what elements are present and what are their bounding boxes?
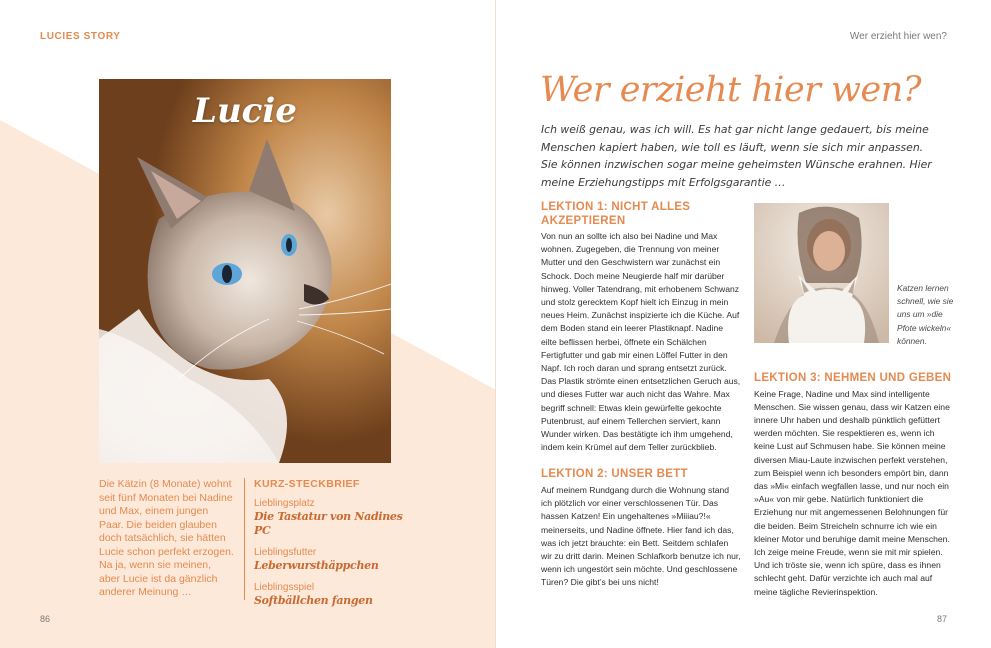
article-intro: Ich weiß genau, was ich will. Es hat gar nicht lange gedauert, bis meine Menschen kapiert haben, wie toll es läuft, wenn sie sich mir anpassen. Sie können inzwischen sogar meine geheimsten Wünsche erahnen. Hier meine Erziehungstipps mit Erfolgsgarantie … bbox=[541, 123, 932, 189]
page-number-left: 86 bbox=[40, 614, 51, 624]
section-body: Auf meinem Rundgang durch die Wohnung stand ich plötzlich vor einer verschlossenen Tür. Das hassen Katzen! Ein ungehaltenes »Miiiau?!« meinerseits, und Nadine öffnete. Hier fand ich das, was ich jetzt brauchte: ein Bett. Seitdem schlafen wir zu dritt darin. Meinen Schlafkorb benutze ich nur, wenn ich ungestört sein möchte. Und geschlossene Türen? Die gibt’s bei uns nicht! bbox=[541, 484, 741, 588]
woman-cat-illustration bbox=[754, 203, 889, 343]
page-number-right: 87 bbox=[936, 614, 947, 624]
page-gutter bbox=[495, 0, 496, 648]
photo-caption: Die Kätzin (8 Monate) wohnt seit fünf Monaten bei Nadine und Max, einem jungen Paar. Die beiden glauben doch tatsächlich, sie hätten Lucie schon perfekt erzogen. Na ja, wenn sie meinen, aber Lucie ist da gänzlich anderer Meinung … bbox=[99, 478, 234, 598]
running-title-right: Wer erzieht hier wen? bbox=[849, 31, 947, 42]
article-column-right bbox=[754, 372, 954, 613]
cat-name-overlay: Lucie bbox=[193, 91, 297, 131]
cat-illustration bbox=[99, 79, 391, 463]
brief-value: Die Tastatur von Nadines PC bbox=[254, 510, 403, 537]
side-photo-caption: Katzen lernen schnell, wie sie uns um »die Pfote wickeln« können. bbox=[897, 283, 954, 346]
woman-with-cat-photo bbox=[754, 203, 889, 343]
brief-title: KURZ-STECKBRIEF bbox=[254, 478, 360, 490]
section-title: LEKTION 2: UNSER BETT bbox=[541, 468, 688, 481]
section-body: Von nun an sollte ich also bei Nadine und Max wohnen. Zugegeben, die Trennung von meiner Mutter und den Geschwistern war zunächst ein Schock. Doch meine Neugierde half mir darüber hinweg. Voller Tatendrang, mit erhobenem Schwanz und stolz gerecktem Kopf hielt ich Einzug in mein neues Heim. Zunächst inspizierte ich die Küche. Auf dem Boden stand ein leerer Plastiknapf. Nadine eilte beflissen herbei, öffnete ein Schälchen Fertigfutter und gab mir einen Löffel Futter in den Napf. Ich roch daran und sprang entsetzt zurück. Das Plastik strömte einen entsetzlichen Geruch aus, und dieses Futter war auch nicht das Wahre. Max begriff schnell: Etwas klein gewürfelte gekochte Putenbrust, auf einem Tellerchen serviert, kann Wunder wirken. Das bestätigte ich ihm umgehend, indem kein Krümel auf dem Teller zurückblieb. bbox=[541, 231, 741, 453]
brief-item bbox=[254, 582, 404, 608]
section-body: Keine Frage, Nadine und Max sind intelligente Menschen. Sie wissen genau, dass wir Katzen eine innere Uhr haben und deshalb pünktlich gefüttert werden möchten. Sie respektieren es, wenn ich keine Lust auf Schmusen habe. Sie können meine diversen Miau-Laute inzwischen perfekt verstehen, zum Beispiel wenn ich besonders empört bin, dann das »Mi« einfach wegfallen lasse, und nur noch ein »Au« von mir gebe. Natürlich funktioniert die Erziehung nur mit angemessenen Belohnungen für die beiden. Beim Streicheln schnurre ich wie ein kleiner Motor und beruhige damit meine Menschen. Ich zeige meine Freude, wenn sie mit mir spielen. Und ich tröste sie, wenn ich spüre, dass es ihnen schlecht geht. Dafür verzichte ich auch mal auf meine tägliche Revierinspektion. bbox=[754, 388, 950, 597]
section-title: LEKTION 1: NICHT ALLES AKZEPTIEREN bbox=[541, 201, 691, 227]
cat-photo bbox=[99, 79, 391, 463]
article-headline: Wer erzieht hier wen? bbox=[540, 70, 921, 110]
brief-value: Softbällchen fangen bbox=[254, 594, 373, 607]
running-title-left: LUCIES STORY bbox=[40, 31, 121, 42]
brief-item bbox=[254, 498, 404, 538]
profile-brief bbox=[244, 478, 404, 607]
brief-label: Lieblingsspiel bbox=[254, 582, 315, 593]
brief-value: Leberwursthäppchen bbox=[254, 559, 379, 572]
brief-item bbox=[254, 547, 404, 573]
brief-label: Lieblingsfutter bbox=[254, 547, 317, 558]
article-column-left bbox=[541, 201, 741, 604]
section-title: LEKTION 3: NEHMEN UND GEBEN bbox=[754, 372, 952, 384]
brief-label: Lieblingsplatz bbox=[254, 498, 315, 509]
